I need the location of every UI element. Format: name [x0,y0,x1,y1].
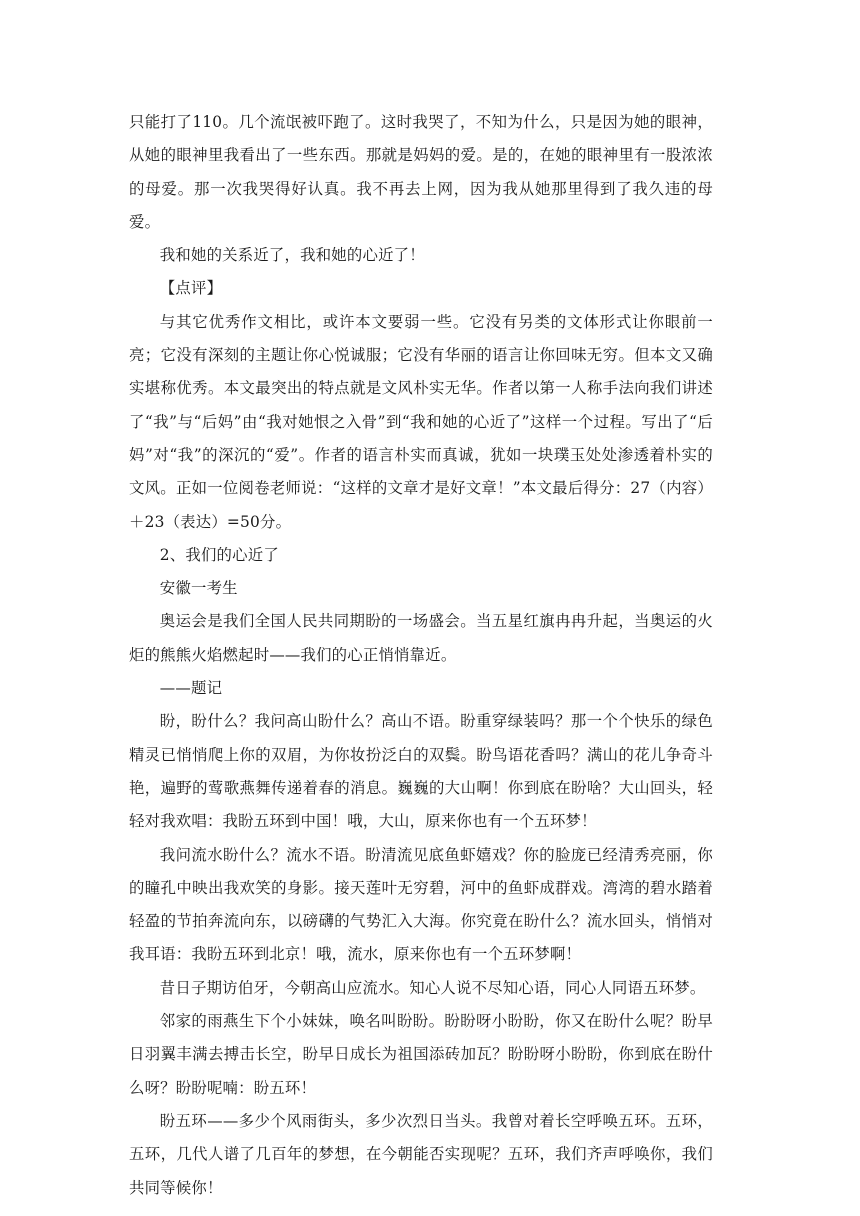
comment-paragraph: 与其它优秀作文相比，或许本文要弱一些。它没有另类的文体形式让你眼前一亮；它没有深刻的主题让你心悦诚服；它没有华丽的语言让你回味无穷。但本文又确实堪称优秀。本文最突出的特点就是文风朴实无华。作者以第一人称手法向我们讲述了“我”与“后妈”由“我对她恨之入骨”到“我和她的心近了”这样一个过程。写出了“后妈”对“我”的深沉的“爱”。作者的语言朴实而真诚，犹如一块璞玉处处渗透着朴实的文风。正如一位阅卷老师说：“这样的文章才是好文章！”本文最后得分：27（内容）＋23（表达）=50分。 [129,312,713,531]
document-body [129,106,713,1205]
paragraph-five-rings: 盼五环——多少个风雨街头，多少次烈日当头。我曾对着长空呼唤五环。五环，五环，几代人谱了几百年的梦想，在今朝能否实现呢？五环，我们齐声呼唤你，我们共同等候你！ [129,1111,713,1197]
paragraph-mountain: 盼，盼什么？我问高山盼什么？高山不语。盼重穿绿装吗？那一个个快乐的绿色精灵已悄悄爬上你的双眉，为你妆扮泛白的双鬓。盼鸟语花香吗？满山的花儿争奇斗艳，遍野的莺歌燕舞传递着春的消息。巍巍的大山啊！你到底在盼啥？大山回头，轻轻对我欢唱：我盼五环到中国！哦，大山，原来你也有一个五环梦！ [129,712,713,831]
essay-title: 2、我们的心近了 [159,545,279,564]
comment-heading: 【点评】 [159,279,223,298]
essay-author: 安徽一考生 [159,579,238,598]
paragraph-relationship: 我和她的关系近了，我和她的心近了！ [159,246,425,265]
paragraph-panpan: 邻家的雨燕生下个小妹妹，唤名叫盼盼。盼盼呀小盼盼，你又在盼什么呢？盼早日羽翼丰满去搏击长空，盼早日成长为祖国添砖加瓦？盼盼呀小盼盼，你到底在盼什么呀？盼盼呢喃：盼五环！ [129,1012,713,1097]
paragraph-water: 我问流水盼什么？流水不语。盼清流见底鱼虾嬉戏？你的脸庞已经清秀亮丽，你的瞳孔中映出我欢笑的身影。接天莲叶无穷碧，河中的鱼虾成群戏。湾湾的碧水踏着轻盈的节拍奔流向东，以磅礴的气势汇入大海。你究竟在盼什么？流水回头，悄悄对我耳语：我盼五环到北京！哦，流水，原来你也有一个五环梦啊！ [129,845,713,964]
epigraph-label: ——题记 [159,679,223,698]
epigraph-paragraph: 奥运会是我们全国人民共同期盼的一场盛会。当五星红旗冉冉升起，当奥运的火炬的熊熊火焰燃起时——我们的心正悄悄靠近。 [129,612,713,664]
paragraph-bosom-friends: 昔日子期访伯牙，今朝高山应流水。知心人说不尽知心语，同心人同语五环梦。 [159,978,706,997]
paragraph-continuation: 只能打了110。几个流氓被吓跑了。这时我哭了，不知为什么，只是因为她的眼神，从她的眼神里我看出了一些东西。那就是妈妈的爱。是的，在她的眼神里有一股浓浓的母爱。那一次我哭得好认真。我不再去上网，因为我从她那里得到了我久违的母爱。 [129,113,713,231]
